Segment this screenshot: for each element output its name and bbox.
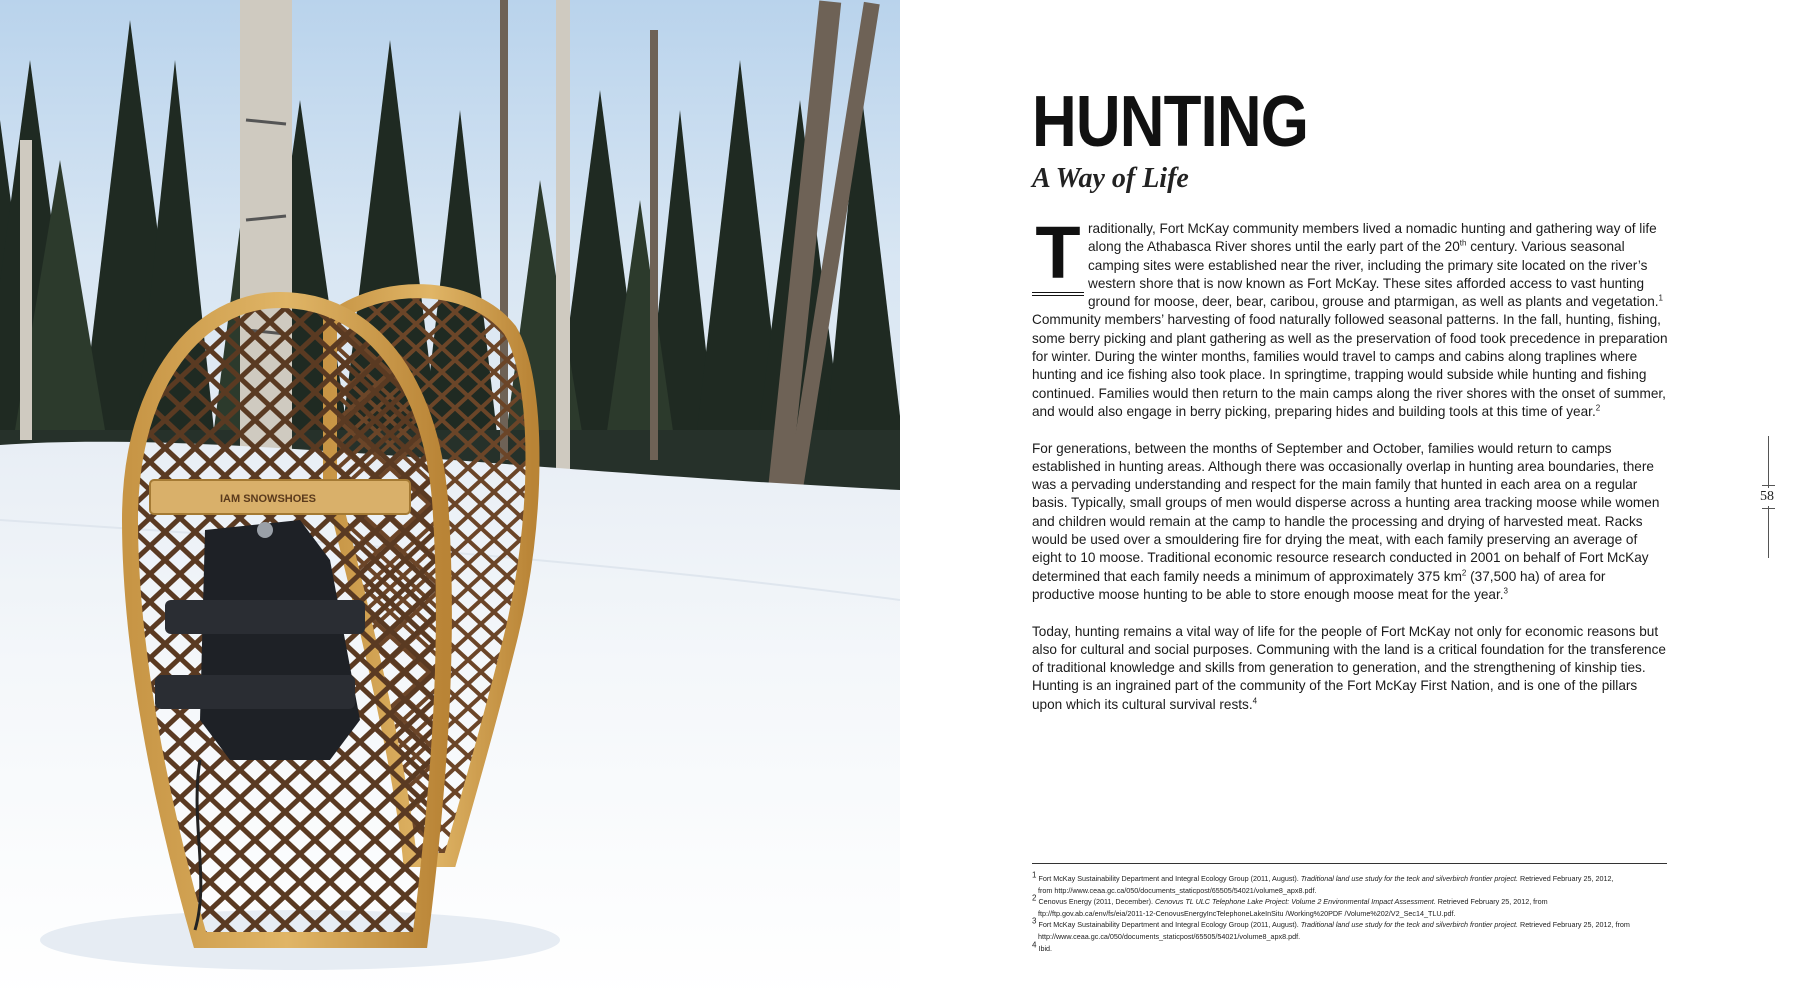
page-subtitle: A Way of Life bbox=[1032, 163, 1189, 194]
page-title: HUNTING bbox=[1032, 82, 1309, 162]
snowshoe-brand-label: IAM SNOWSHOES bbox=[220, 493, 316, 505]
paragraph-1-text-a: raditionally, Fort McKay community members lived a nomadic hunting and gathering way of life along the Athabasca River shores until the early part of the 20 bbox=[1088, 221, 1657, 255]
paragraph-3-text: Today, hunting remains a vital way of life for the people of Fort McKay not only for economic reasons but also for cultural and social purposes. Communing with the land is a critical foundation for the transference of traditional knowledge and skills from generation to generation, and the strengthening of kinship ties. Hunting is an ingrained part of the community of the Fort McKay First Nation, and is one of the pillars upon which its cultural survival rests. bbox=[1032, 623, 1666, 712]
marker-tick-top bbox=[1762, 485, 1775, 486]
footnote-1-url[interactable]: from http://www.ceaa.gc.ca/050/documents_staticpost/65505/54021/volume8_apx8.pdf. bbox=[1038, 885, 1317, 895]
footnote-ref-4[interactable]: 4 bbox=[1252, 696, 1258, 706]
superscript-th: th bbox=[1459, 238, 1467, 248]
page-number: 58 bbox=[1760, 489, 1774, 504]
footnote-divider bbox=[1032, 863, 1667, 864]
footnote-3 bbox=[1032, 916, 1672, 931]
marker-tick-bottom bbox=[1762, 508, 1775, 509]
footnote-3-url[interactable]: http://www.ceaa.gc.ca/050/documents_staticpost/65505/54021/volume8_apx8.pdf. bbox=[1038, 931, 1301, 941]
superscript-km2: 2 bbox=[1461, 568, 1467, 578]
footnote-number: 1 bbox=[1032, 870, 1037, 880]
paragraph-1-text-c: Community members’ harvesting of food naturally followed seasonal patterns. In the fall, hunting, fishing, some berry picking and plant gathering as well as the preservation of food took precedence in preparation for winter. During the winter months, families would travel to camps and cabins along traplines where hunting and ice fishing also took place. In springtime, trapping would subside while hunting and fishing continued. Families would then return to the main camps along the river shores with the onset of summer, and would also engage in berry picking, preparing hides and building tools at this time of year. bbox=[1032, 312, 1668, 419]
footnote-tail: Retrieved February 25, 2012, from bbox=[1435, 897, 1548, 907]
footnote-title: Cenovus TL ULC Telephone Lake Project: Volume 2 Environmental Impact Assessment. bbox=[1154, 897, 1436, 907]
footnote-ref-2[interactable]: 2 bbox=[1595, 403, 1601, 413]
footnote-ref-1[interactable]: 1 bbox=[1658, 293, 1663, 303]
front-snowshoe bbox=[130, 300, 444, 940]
footnote-number: 3 bbox=[1032, 916, 1037, 926]
text-page bbox=[900, 0, 1800, 1000]
footnote-lead: Ibid. bbox=[1036, 943, 1053, 953]
footnote-tail: Retrieved February 25, 2012, bbox=[1518, 874, 1614, 883]
footnote-2 bbox=[1032, 893, 1672, 908]
footnote-2-url[interactable]: ftp://ftp.gov.ab.ca/env/fs/eia/2011-12-CenovusEnergyIncTelephoneLakeInSitu /Working%20PDF /Volume%202/V2_Sec14_TLU.pdf. bbox=[1038, 908, 1456, 918]
footnotes bbox=[1032, 870, 1672, 954]
footnote-4 bbox=[1032, 940, 1672, 955]
paragraph-1-text-b: century. Various seasonal camping sites were established near the river, including the primary site located on the river’s western shore that is now known as Fort McKay. These sites afforded access to vast hunting ground for moose, deer, bear, caribou, grouse and ptarmigan, as well as plants and vegetation. bbox=[1088, 239, 1659, 310]
paragraph-2-text-b: (37,500 ha) of area for productive moose hunting to be able to store enough moose meat for the year. bbox=[1032, 568, 1606, 602]
footnote-number: 2 bbox=[1032, 893, 1037, 903]
footnote-tail: Retrieved February 25, 2012, from bbox=[1518, 920, 1630, 930]
drop-cap: T bbox=[1032, 224, 1084, 296]
paragraph-2 bbox=[1032, 440, 1668, 605]
footnote-number: 4 bbox=[1032, 940, 1037, 950]
footnote-1 bbox=[1032, 870, 1672, 885]
footnote-lead: Cenovus Energy (2011, December). bbox=[1036, 897, 1155, 907]
footnote-title: Traditional land use study for the teck and silverbirch frontier project. bbox=[1300, 920, 1518, 930]
footnote-title: Traditional land use study for the teck and silverbirch frontier project. bbox=[1300, 874, 1518, 883]
footnote-lead: Fort McKay Sustainability Department and Integral Ecology Group (2011, August). bbox=[1036, 874, 1301, 883]
paragraph-2-text-a: For generations, between the months of September and October, families would return to camps established in hunting areas. Although there was occasionally overlap in hunting area boundaries, there was a pervading understanding and respect for the main family that hunted in each area on a regular basis. Typically, small groups of men would disperse across a hunting area tracking moose while women and children would remain at the camp to handle the processing and drying of harvested meat. Racks would be used over a smouldering fire for drying the meat, with each family preserving an average of eight to 10 moose. Traditional economic resource research conducted in 2001 on behalf of Fort McKay determined that each family needs a minimum of approximately 375 km bbox=[1032, 440, 1660, 584]
footnote-ref-3[interactable]: 3 bbox=[1503, 586, 1508, 596]
paragraph-1 bbox=[1032, 211, 1668, 421]
paragraph-3 bbox=[1032, 623, 1668, 714]
footnote-lead: Fort McKay Sustainability Department and Integral Ecology Group (2011, August). bbox=[1036, 920, 1301, 930]
body-text bbox=[1032, 211, 1668, 732]
